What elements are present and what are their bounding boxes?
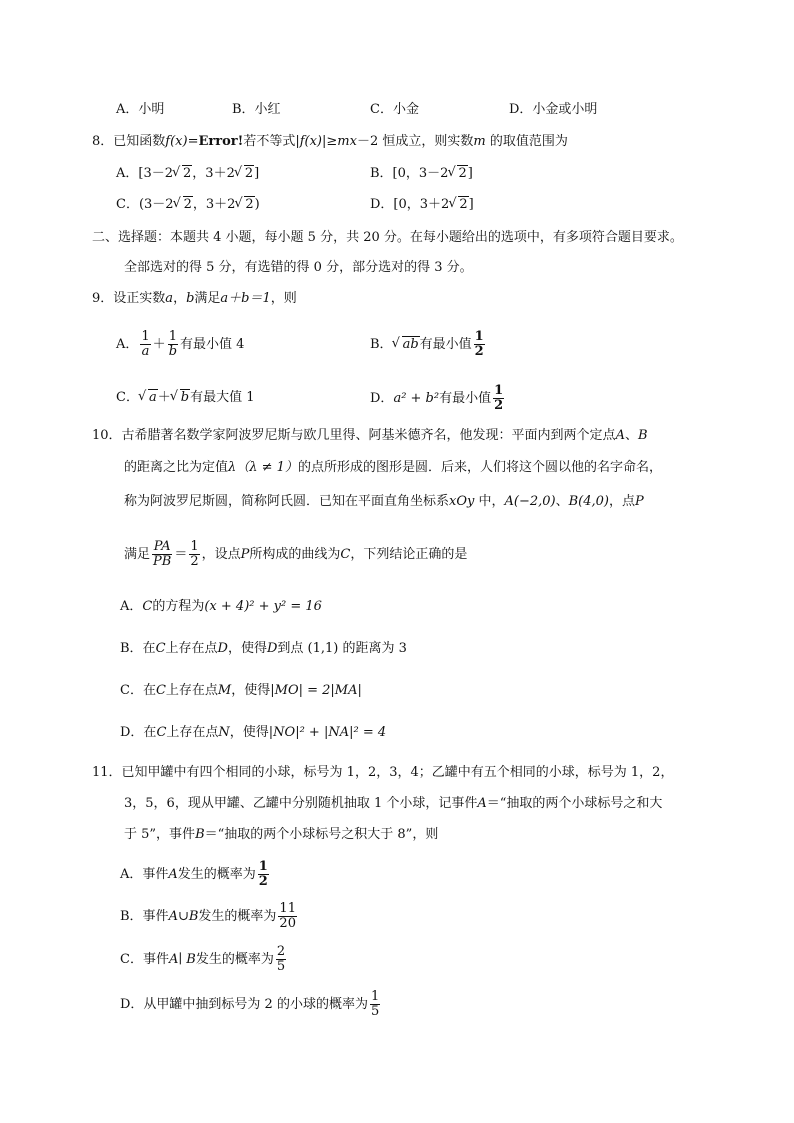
q11-text: 于 5”，事件 [124, 827, 196, 842]
radicand: 2 [183, 166, 192, 181]
q8-a-end: ] [254, 166, 260, 181]
q11-text: 3，5，6，现从甲罐、乙罐中分别随机抽取 1 个小球，记事件 [124, 796, 478, 811]
q8-error: Error! [198, 134, 244, 149]
sqrt-symbol [235, 196, 254, 214]
q10-text: 、 [624, 428, 638, 443]
option-text: 上存在点 [166, 725, 219, 740]
numerator: 2 [276, 944, 286, 959]
q9-text: 满足 [194, 291, 221, 306]
q7-option-b: B．小红 [232, 102, 281, 117]
q10-text: ，下列结论正确的是 [350, 547, 468, 562]
q7-option-a: A．小明 [116, 102, 165, 117]
q10-line1 [92, 427, 648, 445]
numerator: 11 [279, 901, 296, 916]
q11-line2 [124, 795, 662, 813]
option-text: 上存在点 [165, 683, 218, 698]
option-text: 发生的概率为 [198, 909, 277, 924]
q11-option-a [120, 860, 271, 889]
fraction [493, 384, 504, 413]
option-label: A．事件 [120, 867, 169, 882]
q10-option-b [120, 640, 407, 658]
radicand: 2 [244, 166, 254, 181]
point-p: P [635, 494, 644, 509]
q11-option-d [120, 990, 382, 1019]
q10-text: 中， [474, 494, 505, 509]
q8-b-pre: B．[0，3－2 [370, 166, 449, 181]
q10-number: 10． [92, 428, 122, 443]
sqrt-symbol [393, 336, 420, 354]
section2-scoring: 全部选对的得 5 分，有选错的得 0 分，部分选对的得 3 分。 [124, 260, 473, 275]
q9-option-c [116, 389, 254, 407]
q9-option-a [116, 330, 244, 359]
sqrt-symbol [173, 165, 192, 183]
radicand: 2 [183, 197, 192, 212]
fraction [152, 540, 172, 569]
option-text: ，使得 [227, 641, 267, 656]
plus: ＋ [157, 390, 171, 405]
fraction [474, 330, 485, 359]
q8-option-c [116, 196, 260, 214]
q10-option-a [120, 598, 322, 616]
q8-number: 8． [92, 134, 114, 149]
q10-text: 所构成的曲线为 [249, 547, 341, 562]
option-text: D．从甲罐中抽到标号为 2 的小球的概率为 [120, 997, 368, 1012]
option-text: 的方程为 [152, 599, 205, 614]
q8-d-pre: D．[0，3＋2 [370, 197, 450, 212]
numerator: 1 [258, 859, 268, 874]
option-text: 有最小值 [439, 391, 492, 406]
circle-equation: (x + 4)² + y² = 16 [204, 599, 322, 614]
option-text: 发生的概率为 [195, 952, 274, 967]
option-text: 发生的概率为 [177, 867, 256, 882]
q9-equation: a＋b＝1 [220, 291, 271, 306]
q9-number: 9． [92, 291, 114, 306]
fraction [258, 860, 269, 889]
sqrt-symbol [235, 165, 254, 183]
denominator: 5 [370, 1004, 380, 1019]
denominator: 2 [494, 398, 504, 413]
option-text: 到点 (1,1) 的距离为 3 [277, 641, 407, 656]
q10-text: 满足 [124, 547, 151, 562]
q9-option-b [370, 330, 487, 359]
sqrt-symbol [448, 165, 467, 183]
equals: ＝ [174, 547, 188, 562]
q10-text: 古希腊著名数学家阿波罗尼斯与欧几里得、阿基米德齐名，他发现：平面内到两个定点 [121, 428, 616, 443]
var-b: b [186, 291, 195, 306]
point-a: A [615, 428, 625, 443]
fraction [278, 902, 297, 931]
q8-text-c: |≥ [322, 134, 338, 149]
q10-line4 [124, 540, 467, 569]
point-p: P [240, 547, 250, 562]
option-label: B．事件 [120, 909, 169, 924]
q11-line1 [92, 764, 673, 782]
q11-text: ＝“抽取的两个小球标号之积大于 8”，则 [204, 827, 439, 842]
sqrt-symbol [449, 196, 468, 214]
option-text: 有最大值 1 [190, 390, 255, 405]
q8-b-end: ] [467, 166, 473, 181]
radicand: ab [402, 337, 419, 352]
event-a: A [477, 796, 487, 811]
q10-line3 [124, 493, 644, 511]
radicand: a [148, 390, 157, 405]
denominator: PB [153, 554, 172, 569]
option-text: 上存在点 [165, 641, 218, 656]
q11-option-c [120, 945, 288, 974]
sqrt-symbol [171, 389, 190, 407]
q8-a-pre: A．[3－2 [116, 166, 174, 181]
q10-text: 的距离之比为定值 [124, 460, 229, 475]
curve-c: C [155, 641, 166, 656]
point-d: D [217, 641, 228, 656]
numerator: 1 [474, 329, 484, 344]
q7-option-c: C．小金 [370, 102, 419, 117]
q8-mx: mx [337, 134, 357, 149]
q11-text: ＝“抽取的两个小球标号之和大 [486, 796, 663, 811]
q9-stem [92, 290, 297, 308]
denominator: b [168, 344, 178, 359]
event-b: B [195, 827, 205, 842]
q8-text-e: 的取值范围为 [485, 134, 568, 149]
q11-option-b [120, 902, 299, 931]
option-label: C． [116, 390, 139, 405]
section2-heading: 二、选择题：本题共 4 小题，每小题 5 分，共 20 分。在每小题给出的选项中，有多项符合题目要求。 [92, 230, 683, 245]
plus: ＋ [152, 337, 166, 352]
numerator: 1 [190, 539, 199, 554]
q8-option-b [370, 165, 473, 183]
q10-text: 的点所形成的图形是圆．后来，人们将这个圆以他的名字命名， [297, 460, 662, 475]
q8-m: m [473, 134, 486, 149]
event-union: A∪B [168, 909, 199, 924]
q11-number: 11． [92, 765, 122, 780]
option-label: A． [120, 599, 143, 614]
numerator: 1 [141, 329, 150, 344]
q8-text-d: －2 恒成立，则实数 [356, 134, 474, 149]
point-b: B [637, 428, 648, 443]
option-label: C．在 [120, 683, 156, 698]
q9-text: ，则 [270, 291, 297, 306]
denominator: a [141, 344, 150, 359]
distance-equation: |NO|² + |NA|² = 4 [268, 725, 387, 740]
sqrt-symbol [139, 389, 158, 407]
q8-option-d [370, 196, 474, 214]
q8-d-end: ] [468, 197, 474, 212]
numerator: PA [153, 539, 171, 554]
radicand: 2 [459, 197, 468, 212]
denominator: 2 [474, 344, 484, 359]
q11-line3 [124, 826, 438, 844]
numerator: 1 [168, 329, 177, 344]
fraction [276, 945, 286, 974]
point-m: M [217, 683, 232, 698]
sqrt-symbol [174, 196, 193, 214]
q10-option-c [120, 682, 362, 700]
event-a: A [168, 867, 178, 882]
curve-c: C [156, 725, 167, 740]
curve-c: C [340, 547, 351, 562]
q8-text-a: 已知函数 [113, 134, 166, 149]
q8-c-end: ) [254, 197, 260, 212]
q8-text-b: 若不等式| [243, 134, 300, 149]
distance-equation: |MO| = 2|MA| [270, 683, 362, 698]
q11-text: 已知甲罐中有四个相同的小球，标号为 1，2，3，4；乙罐中有五个相同的小球，标号为 1，2， [121, 765, 674, 780]
denominator: 5 [276, 959, 286, 974]
option-text: 有最小值 4 [180, 337, 245, 352]
option-text: ，使得 [229, 725, 269, 740]
numerator: 1 [370, 989, 380, 1004]
q8-fx: f(x)= [165, 134, 199, 149]
q8-c-mid: ，3＋2 [192, 197, 236, 212]
xoy: xOy [449, 494, 475, 509]
q10-text: ，点 [609, 494, 636, 509]
q8-c-pre: C．(3－2 [116, 197, 174, 212]
point-n: N [218, 725, 230, 740]
q9-text: 设正实数 [113, 291, 166, 306]
q10-line2 [124, 459, 662, 477]
numerator: 1 [494, 383, 504, 398]
q8-fx2: f(x) [299, 134, 323, 149]
point-a-coords: A(−2,0) [504, 494, 556, 509]
option-text: ，使得 [231, 683, 271, 698]
q10-text: ，设点 [201, 547, 241, 562]
option-label: D． [370, 391, 394, 406]
fraction [370, 990, 380, 1019]
q9-d-expr: a² + b² [393, 391, 440, 406]
fraction [168, 330, 178, 359]
q7-option-d: D．小金或小明 [509, 102, 598, 117]
q8-a-mid: ，3＋2 [192, 166, 235, 181]
curve-c: C [155, 683, 166, 698]
q8-stem [92, 133, 568, 151]
point-d: D [266, 641, 278, 656]
radicand: 2 [245, 197, 254, 212]
radicand: 2 [458, 166, 467, 181]
option-text: 有最小值 [419, 337, 472, 352]
fraction [189, 540, 199, 569]
lambda: λ（λ ≠ 1） [228, 460, 298, 475]
event-intersection: A∣ B [168, 952, 196, 967]
q9-text: ， [173, 291, 187, 306]
radicand: b [180, 390, 190, 405]
q10-option-d [120, 724, 386, 742]
option-label: B．在 [120, 641, 156, 656]
var-a: a [165, 291, 174, 306]
option-label: A． [116, 337, 139, 352]
q9-option-d [370, 384, 506, 413]
q8-option-a [116, 165, 259, 183]
denominator: 20 [279, 916, 296, 931]
option-label: B． [370, 337, 393, 352]
denominator: 2 [258, 874, 268, 889]
q10-text: 、 [555, 494, 569, 509]
q10-text: 称为阿波罗尼斯圆，简称阿氏圆．已知在平面直角坐标系 [124, 494, 450, 509]
denominator: 2 [190, 554, 199, 569]
point-b-coords: B(4,0) [568, 494, 609, 509]
option-label: C．事件 [120, 952, 169, 967]
option-label: D．在 [120, 725, 157, 740]
fraction [140, 330, 150, 359]
curve-c: C [142, 599, 153, 614]
